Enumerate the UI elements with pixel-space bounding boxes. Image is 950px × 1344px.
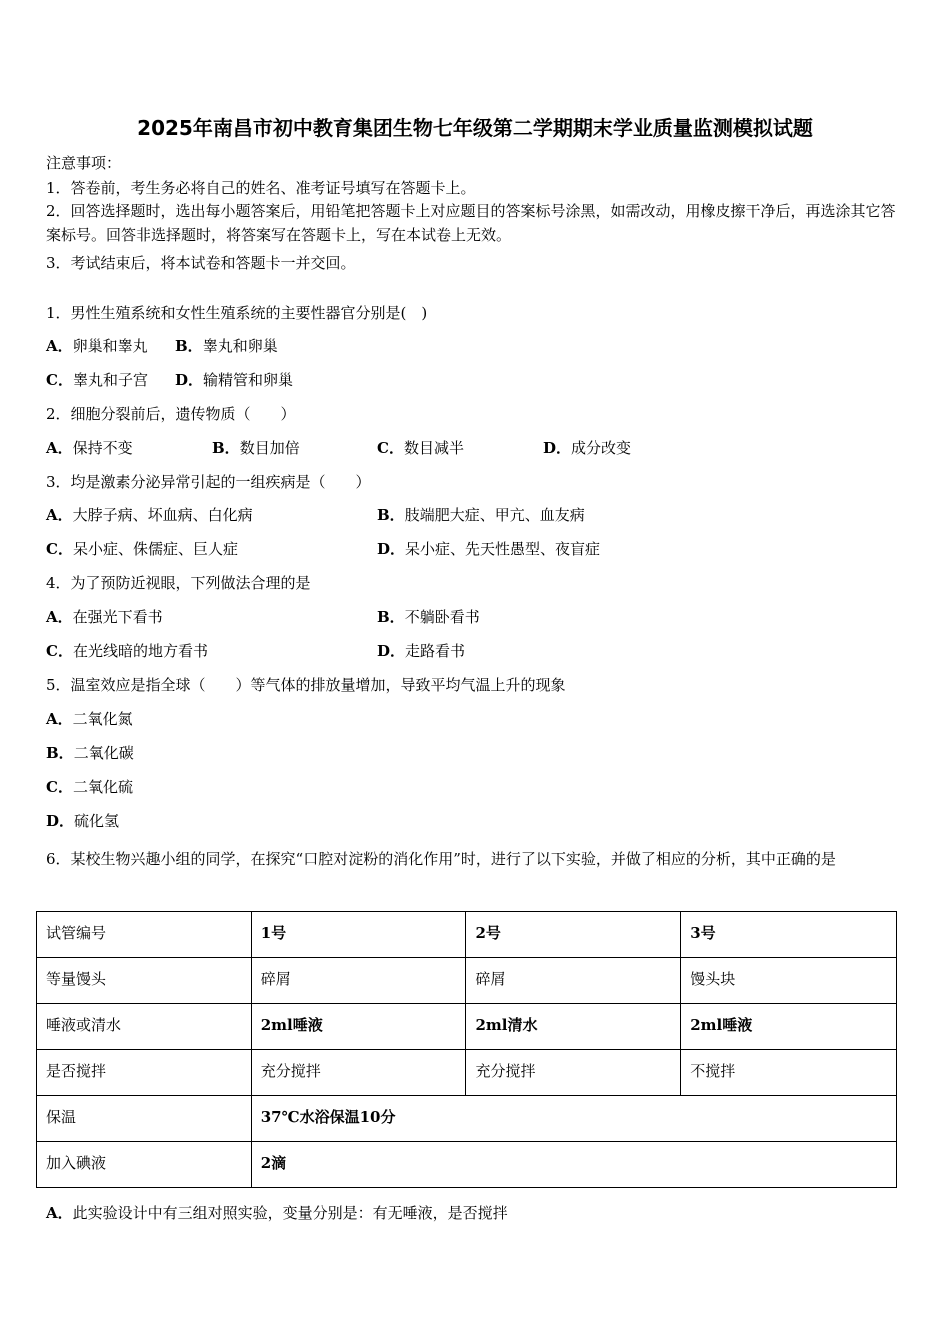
table-cell: 2ml清水 xyxy=(466,1004,681,1050)
question-stem: 5．温室效应是指全球（ ）等气体的排放量增加，导致平均气温上升的现象 xyxy=(46,676,566,694)
option-letter: A． xyxy=(46,506,73,524)
option-c[interactable] xyxy=(46,538,238,559)
option-a[interactable] xyxy=(46,504,253,525)
notice-item: 3．考试结束后，将本试卷和答题卡一并交回。 xyxy=(46,254,356,272)
option-text: 卵巢和睾丸 xyxy=(72,337,148,355)
option-c[interactable] xyxy=(46,640,208,661)
table-cell: 试管编号 xyxy=(37,912,252,958)
table-cell: 碎屑 xyxy=(251,958,466,1004)
question-stem: 1．男性生殖系统和女性生殖系统的主要性器官分别是( ) xyxy=(46,304,428,322)
option-text: 睾丸和子宫 xyxy=(72,371,148,389)
table-cell: 唾液或清水 xyxy=(37,1004,252,1050)
table-row xyxy=(37,1004,897,1050)
option-letter: B． xyxy=(175,337,203,355)
table-cell: 2ml唾液 xyxy=(251,1004,466,1050)
option-text: 保持不变 xyxy=(72,439,133,457)
option-d[interactable] xyxy=(543,437,631,458)
table-row xyxy=(37,958,897,1004)
table-cell: 碎屑 xyxy=(466,958,681,1004)
table-cell: 充分搅拌 xyxy=(466,1050,681,1096)
table-row xyxy=(37,1050,897,1096)
question-stem: 2．细胞分裂前后，遗传物质（ ） xyxy=(46,405,296,423)
option-text: 睾丸和卵巢 xyxy=(202,337,278,355)
notice-item: 2．回答选择题时，选出每小题答案后，用铅笔把答题卡上对应题目的答案标号涂黑，如需改动，用橡皮擦干净后，再选涂其它答案标号。回答非选择题时，将答案写在答题卡上，写在本试卷上无效。 xyxy=(46,202,896,244)
table-row xyxy=(37,1096,897,1142)
experiment-table xyxy=(36,911,897,1188)
option-d[interactable] xyxy=(46,810,119,831)
option-b[interactable] xyxy=(175,335,278,356)
option-text: 不躺卧看书 xyxy=(404,608,480,626)
option-a[interactable] xyxy=(46,1202,508,1223)
option-letter: A． xyxy=(46,1204,73,1222)
option-letter: A． xyxy=(46,337,73,355)
option-letter: B． xyxy=(46,744,74,762)
option-text: 硫化氢 xyxy=(74,812,120,830)
option-a[interactable] xyxy=(46,437,133,458)
page-title: 2025年南昌市初中教育集团生物七年级第二学期期末学业质量监测模拟试题 xyxy=(137,116,813,140)
table-cell: 1号 xyxy=(251,912,466,958)
option-text: 肢端肥大症、甲亢、血友病 xyxy=(404,506,585,524)
option-d[interactable] xyxy=(175,369,293,390)
table-cell: 加入碘液 xyxy=(37,1142,252,1188)
option-letter: A． xyxy=(46,439,73,457)
option-letter: A． xyxy=(46,710,73,728)
option-a[interactable] xyxy=(46,335,148,356)
option-letter: C． xyxy=(46,642,73,660)
option-letter: D． xyxy=(175,371,204,389)
option-text: 二氧化碳 xyxy=(73,744,134,762)
option-b[interactable] xyxy=(212,437,300,458)
table-cell: 2滴 xyxy=(251,1142,896,1188)
option-letter: B． xyxy=(377,608,405,626)
notice-item: 1．答卷前，考生务必将自己的姓名、准考证号填写在答题卡上。 xyxy=(46,179,476,197)
option-letter: D． xyxy=(377,540,406,558)
table-row xyxy=(37,912,897,958)
option-text: 二氧化硫 xyxy=(72,778,133,796)
option-letter: D． xyxy=(543,439,572,457)
option-text: 在光线暗的地方看书 xyxy=(72,642,208,660)
option-d[interactable] xyxy=(377,640,465,661)
option-b[interactable] xyxy=(377,606,480,627)
option-text: 走路看书 xyxy=(405,642,466,660)
question-stem: 4．为了预防近视眼，下列做法合理的是 xyxy=(46,574,311,592)
option-a[interactable] xyxy=(46,606,163,627)
option-text: 此实验设计中有三组对照实验，变量分别是：有无唾液，是否搅拌 xyxy=(72,1204,508,1222)
table-row xyxy=(37,1142,897,1188)
option-text: 输精管和卵巢 xyxy=(203,371,294,389)
option-letter: B． xyxy=(377,506,405,524)
option-d[interactable] xyxy=(377,538,600,559)
option-text: 成分改变 xyxy=(571,439,632,457)
question-stem: 6．某校生物兴趣小组的同学，在探究“口腔对淀粉的消化作用”时，进行了以下实验，并做了相应的分析，其中正确的是 xyxy=(46,850,836,868)
table-cell: 保温 xyxy=(37,1096,252,1142)
table-cell: 2ml唾液 xyxy=(681,1004,897,1050)
table-cell: 馒头块 xyxy=(681,958,897,1004)
option-b[interactable] xyxy=(46,742,134,763)
option-letter: C． xyxy=(46,371,73,389)
option-letter: C． xyxy=(46,778,73,796)
option-c[interactable] xyxy=(377,437,464,458)
option-text: 数目减半 xyxy=(403,439,464,457)
table-cell: 不搅拌 xyxy=(681,1050,897,1096)
option-a[interactable] xyxy=(46,708,133,729)
option-b[interactable] xyxy=(377,504,585,525)
option-text: 在强光下看书 xyxy=(72,608,163,626)
option-text: 大脖子病、坏血病、白化病 xyxy=(72,506,253,524)
option-text: 二氧化氮 xyxy=(72,710,133,728)
option-letter: D． xyxy=(377,642,406,660)
option-text: 呆小症、侏儒症、巨人症 xyxy=(72,540,238,558)
table-cell: 充分搅拌 xyxy=(251,1050,466,1096)
table-cell: 等量馒头 xyxy=(37,958,252,1004)
option-c[interactable] xyxy=(46,369,148,390)
option-letter: D． xyxy=(46,812,75,830)
option-letter: C． xyxy=(377,439,404,457)
table-cell: 2号 xyxy=(466,912,681,958)
notice-heading: 注意事项： xyxy=(46,154,122,172)
question-stem: 3．均是激素分泌异常引起的一组疾病是（ ） xyxy=(46,473,371,491)
option-c[interactable] xyxy=(46,776,133,797)
option-text: 数目加倍 xyxy=(239,439,300,457)
option-letter: B． xyxy=(212,439,240,457)
table-cell: 3号 xyxy=(681,912,897,958)
option-letter: A． xyxy=(46,608,73,626)
option-letter: C． xyxy=(46,540,73,558)
table-cell: 37℃水浴保温10分 xyxy=(251,1096,896,1142)
table-cell: 是否搅拌 xyxy=(37,1050,252,1096)
option-text: 呆小症、先天性愚型、夜盲症 xyxy=(405,540,601,558)
